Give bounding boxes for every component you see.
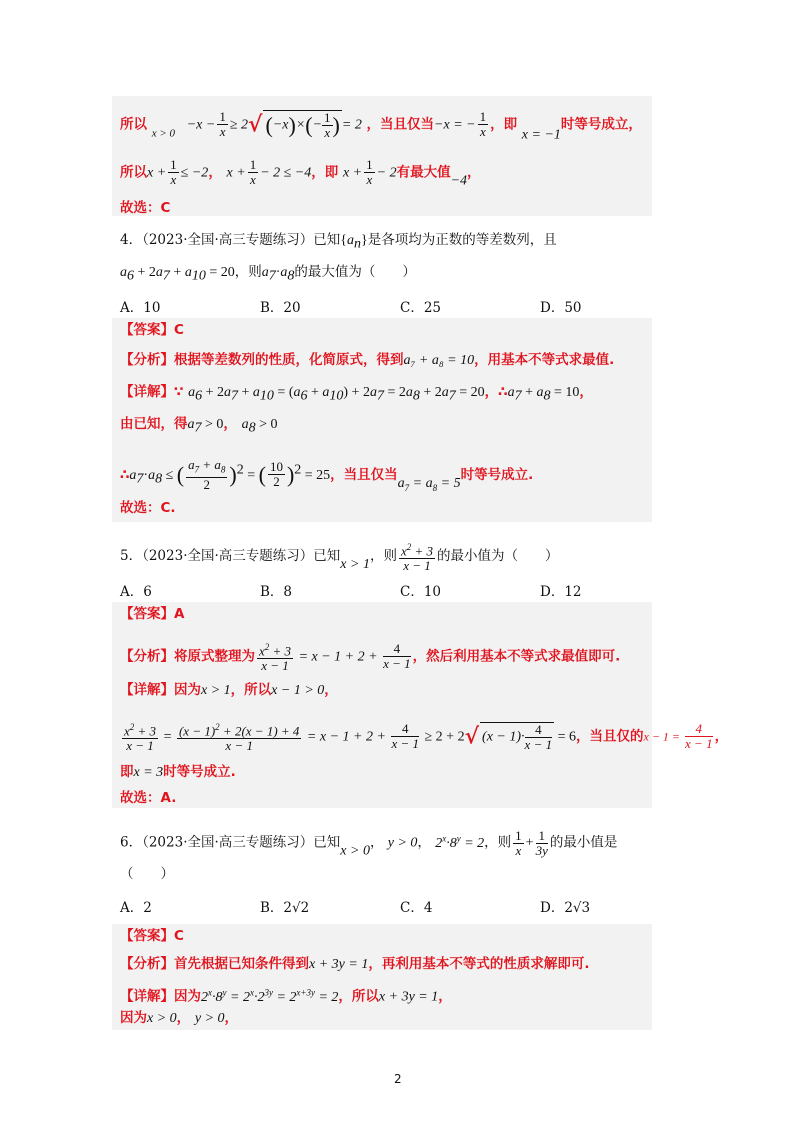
q5-detail-3: 即x = 3时等号成立. — [120, 764, 236, 780]
q6-paren: （ ） — [120, 866, 174, 882]
q5-detail-2: $\frac{x^2 + 3}{x - 1}$ = $\frac{(x - 1)^2 + 2(x - 1) + 4}{x - 1}$ = x − 1 + 2 + $\frac{4}{x - 1}$ ≥ 2 + 2√ (x − 1)· $\frac{4}{x - 1}$ = 6，当且仅的x − 1 = $\frac{4}{x - 1}$ ， — [124, 721, 729, 754]
q6-option-a[interactable]: A．2 — [120, 900, 152, 916]
q4-detail-1: 【详解】∵ $a_6 + 2a_7 + a_{10} = (a_6 + a_{10}) + 2a_7 = 2a_8 + 2a_7 = 20$，$\therefore a_7 + a_8 = 10$， — [120, 384, 593, 404]
q4-option-d[interactable]: D．50 — [540, 300, 582, 316]
q3-choose: 故选：C — [120, 200, 171, 216]
q6-option-d[interactable]: D．2√3 — [540, 900, 591, 916]
q5-option-c[interactable]: C．10 — [400, 584, 442, 600]
page-number: 2 — [394, 1072, 402, 1086]
q6-option-b[interactable]: B．2√2 — [260, 900, 310, 916]
q6-stem: 6．（2023·全国·高三专题练习）已知x > 0， y > 0， $2^x\cdot 8^y = 2$，则 $\frac{1}{x}$ + $\frac{1}{3y}$ 的最小值是 — [120, 827, 618, 859]
q4-option-a[interactable]: A．10 — [120, 300, 161, 316]
q6-detail-2: 因为x > 0， y > 0， — [120, 1010, 239, 1026]
q4-option-b[interactable]: B．20 — [260, 300, 301, 316]
q4-analysis: 【分析】根据等差数列的性质，化简原式，得到a₇ + a₈ = 10，用基本不等式求最值. — [120, 352, 615, 368]
q3-line-2: 所以x + $\frac{1}{x}$ ≤ −2， x + $\frac{1}{x}$ − 2 ≤ −4，即 x + $\frac{1}{x}$ − 2有最大值−4， — [120, 157, 481, 189]
q4-stem-line-1: 4．（2023·全国·高三专题练习）已知$\{a_n\}$是各项均为正数的等差数列，且 — [120, 232, 557, 252]
q4-choose: 故选：C. — [120, 500, 176, 516]
q6-detail-1: 【详解】因为$2^x\cdot 8^y = 2^x\cdot 2^{3y} = 2^{x+3y} = 2$，所以x + 3y = 1， — [120, 987, 452, 1005]
q4-answer: 【答案】C — [120, 322, 184, 338]
q5-option-a[interactable]: A．6 — [120, 584, 152, 600]
q6-answer: 【答案】C — [120, 928, 184, 944]
q4-detail-3: $\therefore a_7\cdot a_8$ ≤ ( $\frac{a_7 + a_8}{2}$ )$^2$ = ( $\frac{10}{2}$ )$^2$ = 25，当且仅当$a_7 = a_8 = 5$时等号成立. — [120, 457, 534, 493]
q5-choose: 故选：A. — [120, 790, 177, 806]
q5-answer: 【答案】A — [120, 606, 185, 622]
q5-analysis: 【分析】将原式整理为 $\frac{x^2 + 3}{x - 1}$ = x − 1 + 2 + $\frac{4}{x - 1}$ ，然后利用基本不等式求最值即可. — [120, 641, 621, 674]
q3-line-1: 所以 $_{x > 0}$ −x − $\frac{1}{x}$ ≥ 2√ (−x)×(− $\frac{1}{x}$ ) = 2 ，当且仅当−x = − $\frac{1}{x}$ ，即 x = −1时等号成立， — [120, 109, 642, 143]
q5-stem: 5．（2023·全国·高三专题练习）已知x > 1，则 $\frac{x^2 + 3}{x - 1}$ 的最小值为（ ） — [120, 542, 559, 574]
q4-detail-2: 由已知，得$a_7 > 0$， $a_8 > 0$ — [120, 416, 278, 436]
q5-option-d[interactable]: D．12 — [540, 584, 582, 600]
q6-option-c[interactable]: C．4 — [400, 900, 433, 916]
q4-stem-line-2: $a_6 + 2a_7 + a_{10} = 20$，则$a_7\cdot a_8$的最大值为（ ） — [120, 264, 416, 284]
q5-option-b[interactable]: B．8 — [260, 584, 293, 600]
q6-analysis: 【分析】首先根据已知条件得到x + 3y = 1，再利用基本不等式的性质求解即可. — [120, 956, 590, 972]
q5-detail-1: 【详解】因为x > 1，所以x − 1 > 0， — [120, 682, 338, 698]
q4-option-c[interactable]: C．25 — [400, 300, 442, 316]
